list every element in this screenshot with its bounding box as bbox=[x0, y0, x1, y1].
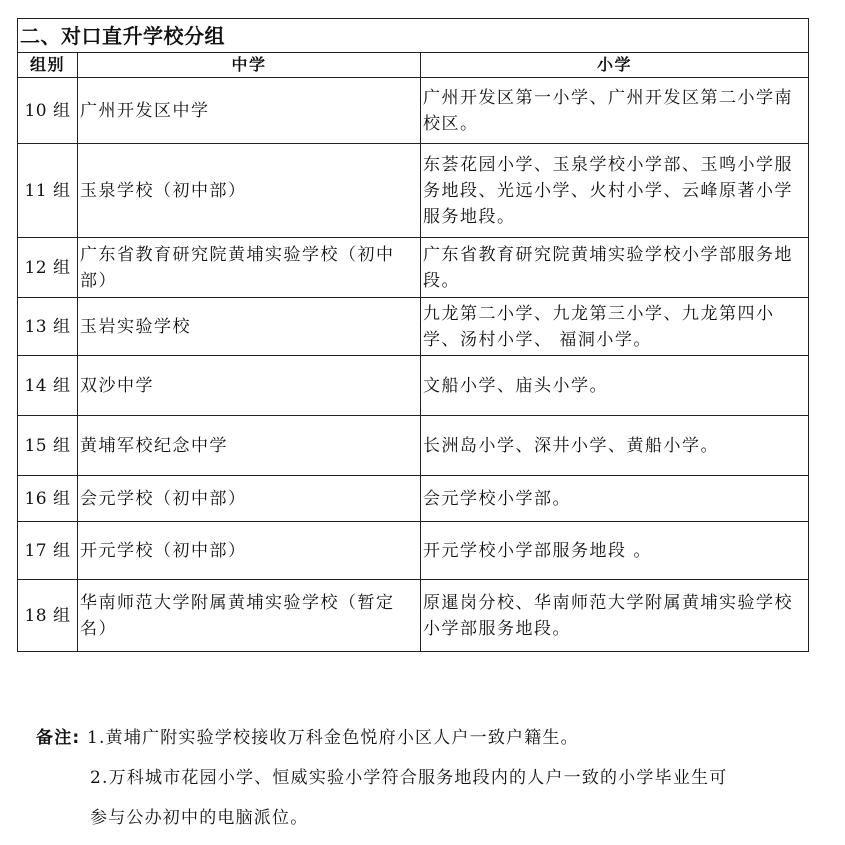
primary-school-cell: 广州开发区第一小学、广州开发区第二小学南校区。 bbox=[421, 78, 809, 144]
group-cell: 10 组 bbox=[18, 78, 78, 144]
middle-school-cell: 玉泉学校（初中部） bbox=[78, 144, 421, 238]
middle-school-cell: 双沙中学 bbox=[78, 356, 421, 416]
primary-school-cell: 广东省教育研究院黄埔实验学校小学部服务地段。 bbox=[421, 238, 809, 298]
group-cell: 14 组 bbox=[18, 356, 78, 416]
middle-school-cell: 玉岩实验学校 bbox=[78, 298, 421, 356]
group-cell: 11 组 bbox=[18, 144, 78, 238]
table-row bbox=[18, 298, 809, 356]
primary-school-cell: 九龙第二小学、九龙第三小学、九龙第四小学、汤村小学、 福洞小学。 bbox=[421, 298, 809, 356]
header-primary-school: 小学 bbox=[421, 53, 809, 78]
primary-school-cell: 文船小学、庙头小学。 bbox=[421, 356, 809, 416]
note-item-2: 2.万科城市花园小学、恒威实验小学符合服务地段内的人户一致的小学毕业生可 bbox=[90, 768, 728, 788]
table-row bbox=[18, 580, 809, 652]
middle-school-cell: 广州开发区中学 bbox=[78, 78, 421, 144]
note-text-1: 1.黄埔广附实验学校接收万科金色悦府小区人户一致户籍生。 bbox=[87, 728, 579, 748]
section-title: 二、对口直升学校分组 bbox=[18, 19, 809, 53]
group-cell: 18 组 bbox=[18, 580, 78, 652]
primary-school-cell: 长洲岛小学、深井小学、黄船小学。 bbox=[421, 416, 809, 476]
middle-school-cell: 开元学校（初中部） bbox=[78, 522, 421, 580]
header-group: 组别 bbox=[18, 53, 78, 78]
group-cell: 16 组 bbox=[18, 476, 78, 522]
school-group-table bbox=[17, 18, 809, 652]
notes-label: 备注: bbox=[36, 728, 81, 748]
note-item-1 bbox=[36, 722, 816, 762]
primary-school-cell: 开元学校小学部服务地段 。 bbox=[421, 522, 809, 580]
primary-school-cell: 会元学校小学部。 bbox=[421, 476, 809, 522]
middle-school-cell: 会元学校（初中部） bbox=[78, 476, 421, 522]
note-item-2-continued: 参与公办初中的电脑派位。 bbox=[90, 808, 309, 828]
group-cell: 13 组 bbox=[18, 298, 78, 356]
primary-school-cell: 东荟花园小学、玉泉学校小学部、玉鸣小学服务地段、光远小学、火村小学、云峰原著小学服务地段。 bbox=[421, 144, 809, 238]
header-middle-school: 中学 bbox=[78, 53, 421, 78]
table-row bbox=[18, 144, 809, 238]
group-cell: 12 组 bbox=[18, 238, 78, 298]
table-row bbox=[18, 476, 809, 522]
primary-school-cell: 原暹岗分校、华南师范大学附属黄埔实验学校小学部服务地段。 bbox=[421, 580, 809, 652]
middle-school-cell: 黄埔军校纪念中学 bbox=[78, 416, 421, 476]
group-cell: 15 组 bbox=[18, 416, 78, 476]
middle-school-cell: 广东省教育研究院黄埔实验学校（初中部） bbox=[78, 238, 421, 298]
table-row bbox=[18, 78, 809, 144]
table-row bbox=[18, 522, 809, 580]
table-row bbox=[18, 416, 809, 476]
table-row bbox=[18, 238, 809, 298]
middle-school-cell: 华南师范大学附属黄埔实验学校（暂定名） bbox=[78, 580, 421, 652]
table-row bbox=[18, 356, 809, 416]
group-cell: 17 组 bbox=[18, 522, 78, 580]
notes-section bbox=[36, 722, 816, 842]
